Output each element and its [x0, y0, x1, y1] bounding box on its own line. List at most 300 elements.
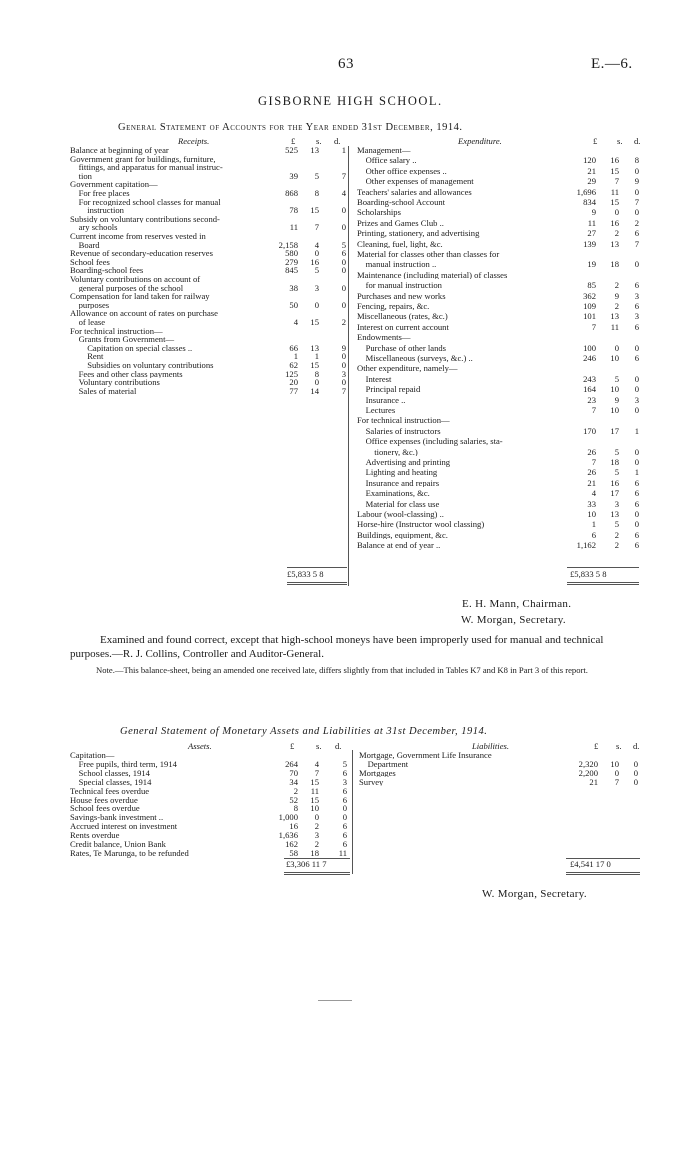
- expenditure-line: manual instruction ..: [357, 260, 437, 270]
- expenditure-amount-pounds: 139: [583, 238, 596, 249]
- liabilities-line: Mortgage, Government Life Insurance: [359, 751, 492, 760]
- receipts-amount-pounds: 62: [289, 360, 298, 370]
- assets-heading: Assets.: [188, 741, 212, 751]
- expenditure-amount-shillings: 2: [614, 280, 619, 291]
- receipts-amount-pence: 7: [341, 385, 346, 396]
- expenditure-line: Maintenance (including material) of classes: [357, 270, 508, 280]
- assets-amount-pounds: 70: [289, 767, 298, 778]
- assets-col-shillings: s.: [316, 741, 322, 751]
- receipts-amount-pounds: 11: [289, 222, 298, 233]
- expenditure-total-rule: [567, 567, 639, 568]
- receipts-amount-pence: 0: [341, 377, 346, 388]
- expenditure-amount-pounds: 6: [591, 529, 596, 540]
- liabilities-amount-pence: 0: [633, 767, 638, 778]
- receipts-line: Subsidies on voluntary contributions: [70, 361, 214, 370]
- liabilities-line: Survey: [359, 777, 384, 787]
- assets-amount-pounds: 16: [289, 821, 298, 832]
- expenditure-amount-pounds: 4: [591, 488, 596, 499]
- liabilities-amount-shillings: 7: [614, 776, 619, 787]
- expenditure-col-pence: d.: [634, 136, 641, 146]
- expenditure-line: Advertising and printing: [357, 458, 451, 467]
- expenditure-amount-pence: 3: [634, 311, 639, 322]
- expenditure-total-double-rule: [567, 582, 639, 585]
- expenditure-amount-pence: 3: [634, 290, 639, 301]
- assets-amount-shillings: 2: [314, 821, 319, 832]
- expenditure-amount-shillings: 11: [610, 321, 619, 332]
- expenditure-amount-pence: 6: [634, 488, 639, 499]
- assets-amount-shillings: 7: [314, 767, 319, 778]
- receipts-line: instruction: [70, 206, 124, 215]
- receipts-line: For technical instruction—: [70, 326, 163, 336]
- receipts-line: Rent: [70, 352, 104, 362]
- assets-line: Savings-bank investment ..: [70, 813, 164, 822]
- expenditure-line: For technical instruction—: [357, 416, 450, 426]
- receipts-line: Allowance on account of rates on purchase: [70, 309, 218, 319]
- liabilities-amount-pounds: 2,200: [578, 767, 598, 778]
- assets-amount-pounds: 58: [289, 847, 298, 858]
- expenditure-amount-pounds: 164: [583, 384, 596, 395]
- receipts-amount-shillings: 4: [314, 239, 319, 250]
- expenditure-line: Interest: [357, 374, 392, 384]
- expenditure-amount-pounds: 21: [587, 477, 596, 488]
- expenditure-line: Management—: [357, 146, 411, 155]
- assets-amount-pence: 6: [342, 830, 347, 841]
- expenditure-line: Examinations, &c.: [357, 489, 430, 498]
- expenditure-amount-shillings: 13: [610, 311, 619, 322]
- expenditure-amount-pounds: 26: [587, 446, 596, 457]
- liabilities-col-shillings: s.: [616, 741, 622, 751]
- assets-line: Free pupils, third term, 1914: [70, 759, 177, 769]
- expenditure-line: for manual instruction: [357, 281, 442, 290]
- expenditure-amount-pounds: 246: [583, 353, 596, 363]
- expenditure-line: Material for class use: [357, 499, 440, 509]
- assets-total: £3,306 11 7: [286, 859, 327, 869]
- expenditure-amount-pence: 0: [634, 509, 639, 519]
- expenditure-amount-pence: 6: [634, 540, 639, 551]
- expenditure-amount-shillings: 11: [610, 186, 619, 197]
- receipts-amount-shillings: 13: [310, 145, 319, 155]
- receipts-amount-pounds: 845: [285, 265, 298, 276]
- expenditure-amount-pounds: 101: [583, 311, 596, 322]
- expenditure-amount-pence: 6: [634, 353, 639, 363]
- expenditure-amount-pence: 1: [634, 467, 639, 478]
- expenditure-amount-pounds: 21: [587, 165, 596, 176]
- receipts-amount-pounds: 78: [289, 205, 298, 216]
- receipts-amount-pounds: 1: [293, 351, 298, 362]
- assets-amount-pounds: 1,000: [278, 812, 298, 823]
- balance-sheet-note: Note.—This balance-sheet, being an amended one received late, differs slightly from that included in Tables K7 and K8 in Part 3 of this report.: [96, 665, 588, 675]
- expenditure-line: Fencing, repairs, &c.: [357, 302, 430, 311]
- expenditure-line: Scholarships: [357, 208, 401, 218]
- expenditure-line: Principal repaid: [357, 385, 421, 394]
- liabilities-amount-shillings: 10: [610, 758, 619, 769]
- expenditure-amount-pounds: 11: [587, 217, 596, 228]
- receipts-line: School fees: [70, 257, 110, 267]
- expenditure-amount-shillings: 9: [614, 290, 619, 301]
- expenditure-amount-pence: 0: [634, 384, 639, 395]
- expenditure-heading: Expenditure.: [458, 136, 502, 146]
- receipts-line: purposes: [70, 300, 110, 310]
- receipts-amount-pounds: 580: [285, 248, 298, 259]
- receipts-amount-pounds: 20: [289, 377, 298, 388]
- assets-amount-shillings: 10: [310, 803, 319, 814]
- expenditure-amount-pounds: 7: [591, 405, 596, 415]
- assets-amount-shillings: 15: [310, 776, 319, 787]
- receipts-line: general purposes of the school: [70, 283, 184, 293]
- expenditure-amount-shillings: 2: [614, 301, 619, 311]
- expenditure-amount-shillings: 10: [610, 353, 619, 363]
- expenditure-amount-shillings: 10: [610, 405, 619, 415]
- receipts-line: Fees and other class payments: [70, 369, 183, 379]
- receipts-amount-pence: 0: [341, 265, 346, 276]
- liabilities-heading: Liabilities.: [472, 741, 510, 751]
- expenditure-line: Salaries of instructors: [357, 426, 441, 436]
- liabilities-amount-pence: 0: [633, 776, 638, 787]
- assets-line: House fees overdue: [70, 795, 138, 805]
- receipts-amount-pence: 0: [341, 299, 346, 310]
- receipts-line: Board: [70, 240, 100, 250]
- receipts-amount-pence: 2: [341, 317, 346, 327]
- expenditure-line: Other expenditure, namely—: [357, 364, 458, 374]
- expenditure-line: Balance at end of year ..: [357, 541, 441, 550]
- assets-amount-shillings: 18: [310, 847, 319, 858]
- expenditure-col-pounds: £: [593, 136, 598, 146]
- receipts-line: Compensation for land taken for railway: [70, 292, 210, 301]
- assets-amount-pence: 6: [342, 794, 347, 805]
- assets-amount-pence: 6: [342, 839, 347, 849]
- receipts-amount-pounds: 279: [285, 256, 298, 267]
- expenditure-amount-pounds: 7: [591, 321, 596, 332]
- receipts-amount-shillings: 14: [310, 385, 319, 396]
- receipts-amount-pence: 1: [341, 145, 346, 155]
- expenditure-amount-pence: 6: [634, 280, 639, 291]
- expenditure-line: Labour (wool-classing) ..: [357, 510, 444, 519]
- liabilities-col-pounds: £: [594, 741, 599, 751]
- receipts-amount-shillings: 0: [314, 248, 319, 259]
- receipts-amount-pounds: 38: [289, 282, 298, 293]
- assets-amount-pounds: 162: [285, 839, 298, 849]
- expenditure-line: Lectures: [357, 406, 396, 415]
- assets-amount-pence: 6: [342, 767, 347, 778]
- receipts-amount-shillings: 8: [314, 368, 319, 379]
- receipts-amount-shillings: 8: [314, 188, 319, 198]
- receipts-amount-pence: 9: [341, 342, 346, 353]
- receipts-amount-pence: 4: [341, 188, 346, 198]
- receipts-line: fittings, and apparatus for manual instruc-: [70, 163, 223, 172]
- expenditure-amount-shillings: 17: [610, 488, 619, 499]
- footer-rule: [318, 1000, 352, 1001]
- expenditure-line: Teachers' salaries and allowances: [357, 187, 472, 197]
- expenditure-amount-pounds: 1,696: [576, 186, 596, 197]
- assets-amount-pence: 6: [342, 785, 347, 796]
- secretary-signature-2: W. Morgan, Secretary.: [482, 888, 587, 900]
- expenditure-amount-shillings: 5: [614, 467, 619, 478]
- expenditure-amount-pence: 0: [634, 405, 639, 415]
- receipts-amount-pounds: 77: [289, 385, 298, 396]
- receipts-line: Revenue of secondary-education reserves: [70, 249, 213, 258]
- receipts-line: Capitation on special classes ..: [70, 343, 193, 353]
- expenditure-line: Insurance and repairs: [357, 478, 440, 488]
- receipts-amount-pounds: 525: [285, 145, 298, 155]
- expenditure-amount-pounds: 834: [583, 197, 596, 207]
- receipts-amount-pence: 0: [341, 256, 346, 267]
- expenditure-line: Office salary ..: [357, 156, 417, 166]
- expenditure-amount-pence: 6: [634, 301, 639, 311]
- liabilities-amount-pounds: 2,320: [578, 758, 598, 769]
- expenditure-amount-pounds: 362: [583, 290, 596, 301]
- liabilities-amount-pence: 0: [633, 758, 638, 769]
- expenditure-amount-pence: 6: [634, 498, 639, 509]
- receipts-line: Boarding-school fees: [70, 266, 144, 276]
- receipts-line: Government capitation—: [70, 180, 158, 190]
- receipts-amount-pounds: 39: [289, 170, 298, 181]
- receipts-line: tion: [70, 171, 92, 181]
- expenditure-amount-pounds: 170: [583, 425, 596, 436]
- expenditure-line: Boarding-school Account: [357, 198, 446, 207]
- expenditure-amount-pounds: 243: [583, 373, 596, 384]
- expenditure-amount-pounds: 85: [587, 280, 596, 291]
- receipts-amount-pence: 0: [341, 222, 346, 233]
- liabilities-line: Department: [359, 759, 409, 769]
- receipts-amount-pounds: 125: [285, 368, 298, 379]
- liabilities-amount-pounds: 21: [589, 776, 598, 787]
- expenditure-line: Office expenses (including salaries, sta-: [357, 437, 503, 446]
- liabilities-line: Mortgages: [359, 768, 396, 778]
- expenditure-amount-shillings: 10: [610, 384, 619, 395]
- receipts-line: Grants from Government—: [70, 335, 175, 344]
- expenditure-amount-shillings: 13: [610, 509, 619, 519]
- receipts-col-pounds: £: [291, 136, 296, 146]
- receipts-amount-shillings: 15: [310, 360, 319, 370]
- expenditure-line: Cleaning, fuel, light, &c.: [357, 239, 443, 249]
- expenditure-amount-pence: 6: [634, 477, 639, 488]
- receipts-amount-pounds: 50: [289, 299, 298, 310]
- liabilities-total: £4,541 17 0: [570, 859, 611, 869]
- assets-amount-shillings: 0: [314, 812, 319, 823]
- expenditure-line: Prizes and Games Club ..: [357, 218, 444, 228]
- receipts-amount-pence: 0: [341, 205, 346, 216]
- receipts-amount-shillings: 7: [314, 222, 319, 233]
- expenditure-amount-pounds: 109: [583, 301, 596, 311]
- expenditure-line: Purchases and new works: [357, 291, 446, 301]
- receipts-amount-shillings: 0: [314, 377, 319, 388]
- expenditure-line: tionery, &c.): [357, 447, 418, 457]
- assets-line: Rates, Te Marunga, to be refunded: [70, 848, 189, 858]
- receipts-total-double-rule: [287, 582, 347, 585]
- receipts-amount-pence: 0: [341, 360, 346, 370]
- expenditure-amount-pence: 1: [634, 425, 639, 436]
- receipts-line: Sales of material: [70, 386, 137, 396]
- receipts-heading: Receipts.: [178, 136, 210, 146]
- expenditure-amount-pounds: 26: [587, 467, 596, 478]
- expenditure-line: Purchase of other lands: [357, 343, 447, 353]
- page-number: 63: [338, 56, 354, 72]
- expenditure-amount-pounds: 1: [591, 519, 596, 530]
- expenditure-amount-shillings: 15: [610, 165, 619, 176]
- assets-amount-shillings: 3: [314, 830, 319, 841]
- expenditure-amount-shillings: 2: [614, 228, 619, 239]
- expenditure-amount-shillings: 0: [614, 342, 619, 353]
- expenditure-amount-pence: 0: [634, 342, 639, 353]
- receipts-amount-pence: 7: [341, 170, 346, 181]
- receipts-amount-pounds: 868: [285, 188, 298, 198]
- receipts-amount-shillings: 15: [310, 205, 319, 216]
- assets-col-pence: d.: [335, 741, 342, 751]
- receipts-amount-shillings: 13: [310, 342, 319, 353]
- expenditure-amount-shillings: 15: [610, 197, 619, 207]
- expenditure-amount-shillings: 16: [610, 217, 619, 228]
- expenditure-amount-pence: 9: [634, 176, 639, 187]
- expenditure-line: Buildings, equipment, &c.: [357, 530, 448, 540]
- expenditure-amount-pence: 0: [634, 457, 639, 467]
- assets-amount-pounds: 264: [285, 758, 298, 769]
- expenditure-amount-shillings: 5: [614, 373, 619, 384]
- expenditure-col-shillings: s.: [617, 136, 623, 146]
- receipts-amount-pence: 0: [341, 282, 346, 293]
- receipts-line: For recognized school classes for manual: [70, 197, 221, 207]
- liabilities-col-pence: d.: [633, 741, 640, 751]
- receipts-col-pence: d.: [334, 136, 341, 146]
- assets-col-pounds: £: [290, 741, 295, 751]
- assets-amount-shillings: 11: [310, 785, 319, 796]
- expenditure-amount-pence: 8: [634, 155, 639, 166]
- assets-amount-pounds: 8: [293, 803, 298, 814]
- expenditure-line: Horse-hire (Instructor wool classing): [357, 520, 485, 530]
- page-reference: E.—6.: [591, 56, 633, 72]
- expenditure-amount-pence: 0: [634, 519, 639, 530]
- expenditure-amount-pence: 0: [634, 259, 639, 270]
- assets-amount-pence: 6: [342, 821, 347, 832]
- expenditure-amount-pounds: 19: [587, 259, 596, 270]
- expenditure-amount-pounds: 7: [591, 457, 596, 467]
- receipts-amount-shillings: 0: [314, 299, 319, 310]
- assets-line: Technical fees overdue: [70, 786, 150, 796]
- expenditure-amount-pence: 0: [634, 373, 639, 384]
- assets-amount-pence: 11: [338, 847, 347, 858]
- statement-title: General Statement of Accounts for the Year ended 31st December, 1914.: [118, 122, 463, 133]
- expenditure-amount-shillings: 9: [614, 394, 619, 405]
- expenditure-amount-pence: 6: [634, 529, 639, 540]
- expenditure-line: Endowments—: [357, 333, 411, 342]
- assets-line: Accrued interest on investment: [70, 822, 178, 831]
- expenditure-amount-pence: 0: [634, 207, 639, 218]
- expenditure-line: Other office expenses ..: [357, 166, 447, 176]
- assets-line: Credit balance, Union Bank: [70, 840, 166, 849]
- receipts-line: Voluntary contributions on account of: [70, 275, 201, 284]
- expenditure-amount-pounds: 120: [583, 155, 596, 166]
- assets-amount-pounds: 2: [293, 785, 298, 796]
- receipts-line: ary schools: [70, 223, 118, 233]
- receipts-col-shillings: s.: [316, 136, 322, 146]
- expenditure-amount-shillings: 16: [610, 155, 619, 166]
- expenditure-amount-pence: 0: [634, 446, 639, 457]
- expenditure-amount-pounds: 1,162: [576, 540, 596, 551]
- receipts-amount-shillings: 1: [314, 351, 319, 362]
- expenditure-line: Lighting and heating: [357, 468, 438, 478]
- receipts-total: £5,833 5 8: [287, 569, 324, 579]
- receipts-total-rule: [287, 567, 347, 568]
- assets-line: Capitation—: [70, 751, 115, 760]
- expenditure-line: Printing, stationery, and advertising: [357, 229, 480, 238]
- expenditure-amount-pence: 3: [634, 394, 639, 405]
- receipts-amount-pounds: 4: [293, 317, 298, 327]
- expenditure-amount-pence: 2: [634, 217, 639, 228]
- expenditure-amount-shillings: 17: [610, 425, 619, 436]
- assets-amount-pence: 0: [342, 803, 347, 814]
- liabilities-amount-shillings: 0: [614, 767, 619, 778]
- expenditure-amount-pounds: 33: [587, 498, 596, 509]
- receipts-amount-shillings: 5: [314, 170, 319, 181]
- expenditure-line: Other expenses of management: [357, 177, 474, 186]
- receipts-line: Subsidy on voluntary contributions second-: [70, 214, 220, 224]
- liabilities-total-double-rule: [566, 872, 640, 875]
- expenditure-amount-shillings: 18: [610, 259, 619, 270]
- expenditure-line: Insurance ..: [357, 395, 406, 405]
- auditor-statement: Examined and found correct, except that high-school moneys have been improperly used for manual and technical purposes.—R. J. Collins, Controller and Auditor-General.: [70, 634, 604, 660]
- expenditure-amount-shillings: 2: [614, 540, 619, 551]
- accounts-divider: [348, 146, 349, 586]
- assets-line: School fees overdue: [70, 804, 140, 814]
- receipts-line: Current income from reserves vested in: [70, 232, 206, 241]
- receipts-amount-pence: 6: [341, 248, 346, 259]
- receipts-amount-shillings: 16: [310, 256, 319, 267]
- expenditure-amount-pounds: 9: [591, 207, 596, 218]
- receipts-line: Government grant for buildings, furniture,: [70, 154, 216, 164]
- assets-liabilities-title: General Statement of Monetary Assets and Liabilities at 31st December, 1914.: [120, 726, 488, 737]
- expenditure-amount-pence: 7: [634, 238, 639, 249]
- expenditure-amount-pounds: 100: [583, 342, 596, 353]
- expenditure-amount-shillings: 13: [610, 238, 619, 249]
- expenditure-amount-pence: 0: [634, 186, 639, 197]
- school-title: GISBORNE HIGH SCHOOL.: [258, 94, 443, 108]
- expenditure-line: Interest on current account: [357, 322, 449, 332]
- expenditure-line: Miscellaneous (surveys, &c.) ..: [357, 354, 473, 363]
- assets-amount-pounds: 1,636: [278, 830, 298, 841]
- expenditure-amount-shillings: 7: [614, 176, 619, 187]
- receipts-amount-shillings: 15: [310, 317, 319, 327]
- expenditure-amount-pounds: 29: [587, 176, 596, 187]
- assets-line: School classes, 1914: [70, 768, 150, 778]
- expenditure-amount-shillings: 18: [610, 457, 619, 467]
- receipts-amount-pence: 3: [341, 368, 346, 379]
- expenditure-amount-pence: 6: [634, 321, 639, 332]
- expenditure-amount-shillings: 2: [614, 529, 619, 540]
- assets-line: Rents overdue: [70, 831, 120, 840]
- expenditure-amount-pounds: 10: [587, 509, 596, 519]
- assets-amount-shillings: 2: [314, 839, 319, 849]
- expenditure-total: £5,833 5 8: [570, 569, 607, 579]
- assets-amount-shillings: 15: [310, 794, 319, 805]
- receipts-amount-shillings: 5: [314, 265, 319, 276]
- assets-amount-pounds: 34: [289, 776, 298, 787]
- chairman-signature: E. H. Mann, Chairman.: [462, 598, 572, 610]
- expenditure-amount-shillings: 5: [614, 446, 619, 457]
- assets-amount-pence: 3: [342, 776, 347, 787]
- receipts-line: of lease: [70, 318, 106, 327]
- secretary-signature: W. Morgan, Secretary.: [461, 614, 566, 626]
- receipts-amount-pence: 0: [341, 351, 346, 362]
- expenditure-line: Material for classes other than classes for: [357, 250, 500, 259]
- receipts-line: Voluntary contributions: [70, 378, 160, 387]
- receipts-amount-pounds: 66: [289, 342, 298, 353]
- assets-amount-pence: 5: [342, 758, 347, 769]
- expenditure-amount-shillings: 3: [614, 498, 619, 509]
- assets-amount-pence: 0: [342, 812, 347, 823]
- assets-total-double-rule: [284, 872, 350, 875]
- expenditure-amount-pounds: 23: [587, 394, 596, 405]
- expenditure-amount-shillings: 5: [614, 519, 619, 530]
- assets-divider: [352, 750, 353, 874]
